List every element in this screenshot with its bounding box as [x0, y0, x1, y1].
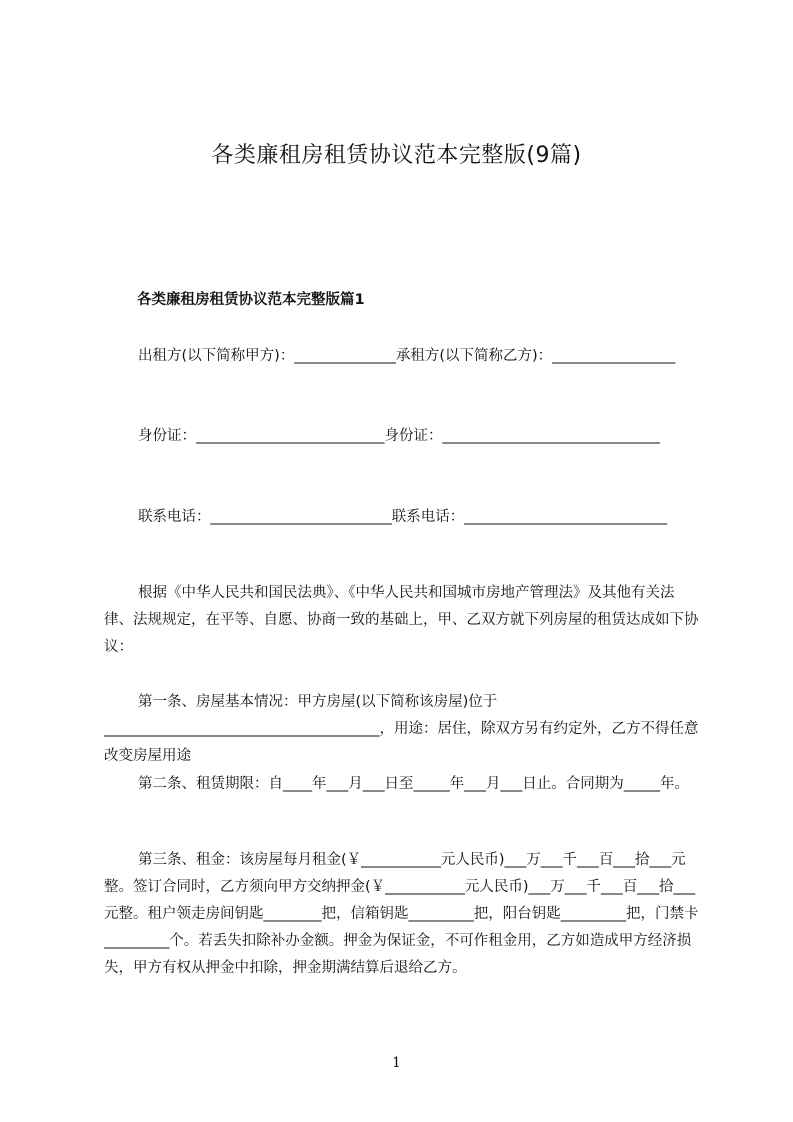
- legal-basis-paragraph: 根据《中华人民共和国民法典》、《中华人民共和国城市房地产管理法》及其他有关法律、法规规定，在平等、自愿、协商一致的基础上，甲、乙双方就下列房屋的租赁达成如下协议：: [104, 585, 699, 655]
- section-heading: 各类廉租房租赁协议范本完整版篇1: [137, 292, 365, 308]
- article-2-paragraph: 第二条、租赁期限：自____年___月___日至_____年___月___日止。合同期为_____年。: [138, 776, 689, 792]
- id-card-paragraph: 身份证：__________________________身份证：______________________________: [138, 428, 660, 444]
- phone-paragraph: 联系电话：_________________________联系电话：____________________________: [138, 509, 668, 525]
- party-names-paragraph: 出租方(以下简称甲方)：______________承租方(以下简称乙方)：_________________: [138, 348, 676, 364]
- article-3-paragraph: 第三条、租金：该房屋每月租金(￥___________元人民币)___万___千___百___拾___元整。签订合同时，乙方须向甲方交纳押金(￥___________元人民币)___万___千___百___拾___元整。租户领走房间钥匙________把，信箱钥匙_________把，阳台钥匙_________把，门禁卡_________个。若丢失扣除补办金额。押金为保证金，不可作租金用，乙方如造成甲方经济损失，甲方有权从押金中扣除，押金期满结算后退给乙方。: [104, 852, 699, 976]
- document-title: 各类廉租房租赁协议范本完整版(9篇): [211, 143, 582, 168]
- article-1-paragraph: 第一条、房屋基本情况：甲方房屋(以下简称该房屋)位于______________________________________，用途：居住，除双方另有约定外，乙方不得任意改变房屋用途: [104, 694, 699, 764]
- page-number: 1: [392, 1055, 401, 1071]
